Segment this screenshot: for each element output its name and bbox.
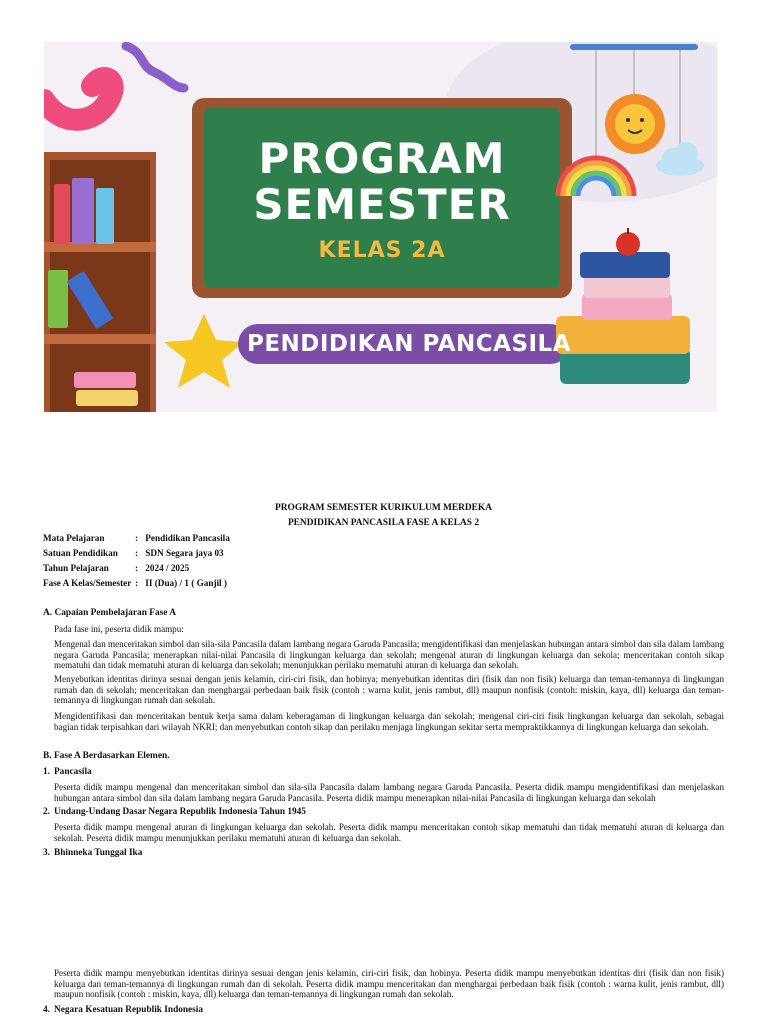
meta-row: Mata Pelajaran : Pendidikan Pancasila	[43, 533, 230, 543]
meta-value: II (Dua) / 1 ( Ganjil )	[145, 578, 227, 588]
element-item-title: 2. Undang-Undang Dasar Negara Republik Indonesia Tahun 1945	[43, 807, 306, 817]
element-item-title: 1. Pancasila	[43, 767, 92, 777]
ribbon-label: PENDIDIKAN PANCASILA	[246, 331, 572, 357]
section-a-heading: A. Capaian Pembelajaran Fase A	[43, 608, 177, 618]
element-item-text: Peserta didik mampu mengenal aturan di lingkungan keluarga dan sekolah. Peserta didik mampu menceritakan contoh sikap mematuhi dan tidak mematuhi aturan di keluarga dan sekolah. Peserta didik mampu menunjukkan perilaku mematuhi aturan di keluarga dan sekolah.	[54, 822, 724, 843]
meta-label: Mata Pelajaran	[43, 533, 105, 543]
section-b-heading: B. Fase A Berdasarkan Elemen.	[43, 751, 170, 761]
meta-row: Fase A Kelas/Semester : II (Dua) / 1 ( Ganjil )	[43, 578, 227, 588]
meta-value: 2024 / 2025	[145, 563, 190, 573]
pink-curl-decoration	[44, 78, 113, 120]
purple-squiggle-decoration	[126, 46, 184, 88]
board-title-line1: PROGRAM	[258, 134, 506, 183]
document-subtitle: PENDIDIKAN PANCASILA FASE A KELAS 2	[287, 518, 480, 528]
section-a-paragraph-1: Mengenal dan menceritakan simbol dan sila-sila Pancasila dalam lambang negara Garuda Pancasila; mengidentifikasi dan menjelaskan hubungan antara simbol dan sila dalam lambang negara Garuda Pancasila; menerapkan nilai-nilai Pancasila di lingkungan keluarga dan sekolah; mengenal aturan di lingkungan keluarga dan sekola; menceritakan contoh sikap mematuhi dan tidak mematuhi aturan di keluarga dan sekolah; menunjukkan perilaku mematuhi aturan di keluarga dan sekolah.	[54, 639, 724, 670]
section-a-intro: Pada fase ini, peserta didik mampu:	[54, 624, 184, 634]
element-item-title: 3. Bhinneka Tunggal Ika	[43, 848, 143, 858]
sun-illustration	[605, 94, 665, 154]
board-title-line2: SEMESTER	[253, 180, 511, 229]
meta-label: Tahun Pelajaran	[43, 563, 109, 573]
section-a-paragraph-2: Menyebutkan identitas dirinya sesuai dengan jenis kelamin, ciri-ciri fisik, dan hobinya; menyebutkan identitas diri (fisik dan non fisik) keluarga dan teman-temannya di lingkungan rumah dan di sekolah; menceritakan dan menghargai perbedaan baik fisik (contoh : warna kulit, jenis rambut, dll) maupun nonfisik (contoh: miskin, kaya, dll) keluarga dan teman-temannya di lingkungan rumah dan sekolah.	[54, 674, 724, 705]
element-item-text: Peserta didik mampu menyebutkan identitas dirinya sesuai dengan jenis kelamin, ciri-ciri fisik, dan hobinya. Peserta didik mampu menyebutkan identitas diri (fisik dan non fisik) keluarga dan teman-temannya di lingkungan rumah dan di sekolah. Peserta didik mampu menceritakan dan menghargai perbedaan baik fisik (contoh : warna kulit, jenis rambut, dll) maupun nonfisik (contoh : miskin, kaya, dll) keluarga dan teman-temannya di lingkungan rumah dan sekolah.	[54, 968, 724, 999]
meta-label: Fase A Kelas/Semester	[43, 578, 132, 588]
bookshelf-illustration	[44, 152, 156, 412]
star-illustration	[164, 314, 244, 388]
meta-value: SDN Segara jaya 03	[145, 548, 224, 558]
meta-label: Satuan Pendidikan	[43, 548, 118, 558]
meta-row: Satuan Pendidikan : SDN Segara jaya 03	[43, 548, 224, 558]
board-subtitle: KELAS 2A	[318, 238, 446, 263]
meta-row: Tahun Pelajaran : 2024 / 2025	[43, 563, 190, 573]
element-item-text: Peserta didik mampu mengenal dan menceritakan simbol dan sila-sila Pancasila dalam lambang negara Garuda Pancasila. Peserta didik mampu mengidentifikasi dan menjelaskan hubungan antara simbol dan sila dalam lambang negara Garuda Pancasila. Peserta didik mampu menerapkan nilai-nilai Pancasila di lingkungan keluarga dan sekolah	[54, 782, 724, 803]
section-a-paragraph-3: Mengidentifikasi dan menceritakan bentuk kerja sama dalam keberagaman di lingkungan keluarga dan sekolah; mengenal ciri-ciri fisik lingkungan keluarga dan sekolah, sebagai bagian tidak terpisahkan dari wilayah NKRI; dan menyebutkan contoh sikap dan perilaku menjaga lingkungan sekitar serta mempraktikkannya di lingkungan keluarga dan sekolah.	[54, 711, 724, 732]
element-item-title: 4. Negara Kesatuan Republik Indonesia	[43, 1005, 204, 1015]
meta-value: Pendidikan Pancasila	[145, 533, 230, 543]
document-title: PROGRAM SEMESTER KURIKULUM MERDEKA	[275, 503, 492, 513]
book-stack-illustration	[556, 228, 690, 384]
cover-banner	[44, 42, 717, 412]
